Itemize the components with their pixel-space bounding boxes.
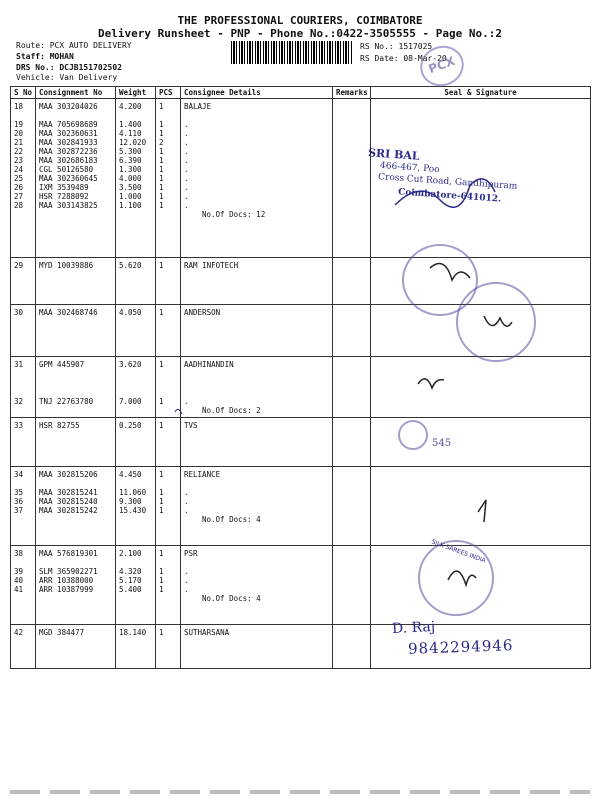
col-weight: Weight <box>116 87 156 99</box>
table-row: 29 MYD 10039886 5.620 1 RAM INFOTECH <box>11 258 591 305</box>
sig-aadhinandin <box>418 379 444 388</box>
table-row: 34 35 36 37 MAA 302815206 MAA 302815241 MAA 302815240 MAA 302815242 4.450 11.060 9.300 15.430 1 1 1 1 RELIANCE . . . No.Of Docs: 4 <box>11 467 591 546</box>
pcx-stamp: PCX <box>414 40 469 93</box>
staff-label: Staff: MOHAN <box>16 52 74 61</box>
col-remarks: Remarks <box>333 87 371 99</box>
col-consignment: Consignment No <box>36 87 116 99</box>
sig-balaje <box>395 179 495 207</box>
docs-count: No.Of Docs: 4 <box>202 594 261 603</box>
table-row: 33 HSR 82755 0.250 1 TVS <box>11 418 591 467</box>
company-title: THE PROFESSIONAL COURIERS, COIMBATORE <box>177 14 423 27</box>
runsheet-subtitle: Delivery Runsheet - PNP - Phone No.:0422-3505555 - Page No.:2 <box>98 27 502 40</box>
sig-psr <box>448 571 476 585</box>
vehicle-label: Vehicle: Van Delivery <box>16 73 118 82</box>
table-row: 18 19 20 21 22 23 24 25 26 27 28 MAA 303204026 MAA 705698689 MAA 302360631 MAA 302841933 MAA 302872236 MAA 302686183 CGL 50126580 MAA 302360645 IXM 3539489 HSR 7288092 MAA 303143825 4.200 1.400 4.110 12.020 5.300 6.390 1.300 4.000 3.500 1.000 1.100 1 1 1 2 1 1 1 1 1 1 1 BALAJE . . . . . . . . . . No.Of Docs: 12 <box>11 99 591 258</box>
route-label: Route: PCX AUTO DELIVERY <box>16 41 132 50</box>
sig-reliance <box>478 500 486 522</box>
sig-anderson <box>484 316 512 326</box>
table-row: 42 MGD 384477 18.140 1 SUTHARSANA <box>11 625 591 669</box>
drs-label: DRS No.: DCJB151702502 <box>16 63 122 72</box>
col-consignee: Consignee Details <box>181 87 333 99</box>
tvs-stamp-phone: 545 <box>432 438 452 449</box>
table-row: 38 39 40 41 MAA 576819301 SLM 365902271 ARR 10388000 ARR 10387999 2.100 4.320 5.170 5.400 1 1 1 1 PSR . . . No.Of Docs: 4 <box>11 546 591 625</box>
rs-date: RS Date: 08-Mar-20 <box>360 54 447 63</box>
sri-bal-stamp-address-3: Coimbatore-641012. <box>397 187 502 205</box>
sri-bal-stamp-name: SRI BAL <box>367 146 421 163</box>
psr-seal-text: SILK SAREES INDIA <box>430 538 487 565</box>
docs-count: No.Of Docs: 12 <box>202 210 266 219</box>
sig-ram-infotech <box>430 264 470 280</box>
sri-bal-stamp-address-1: 466-467, Poo <box>379 160 440 176</box>
col-seal: Seal & Signature <box>371 87 591 99</box>
col-pcs: PCS <box>156 87 181 99</box>
page-footer <box>10 790 590 794</box>
table-row: 30 MAA 302468746 4.050 1 ANDERSON <box>11 305 591 357</box>
sutharsana-signature: D. Raj <box>391 618 436 638</box>
col-sno: S No <box>11 87 36 99</box>
table-row: 31 32 GPM 445907 TNJ 22763780 3.620 7.000 1 1 AADHINANDIN . No.Of Docs: 2 <box>11 357 591 418</box>
docs-count: No.Of Docs: 4 <box>202 515 261 524</box>
tvs-mark <box>175 409 182 414</box>
sutharsana-phone: 9842294946 <box>407 636 514 658</box>
docs-count: No.Of Docs: 2 <box>202 406 261 415</box>
rs-number: RS No.: 1517025 <box>360 42 433 51</box>
sri-bal-stamp-address-2: Cross Cut Road, Gandhipuram <box>377 172 518 192</box>
